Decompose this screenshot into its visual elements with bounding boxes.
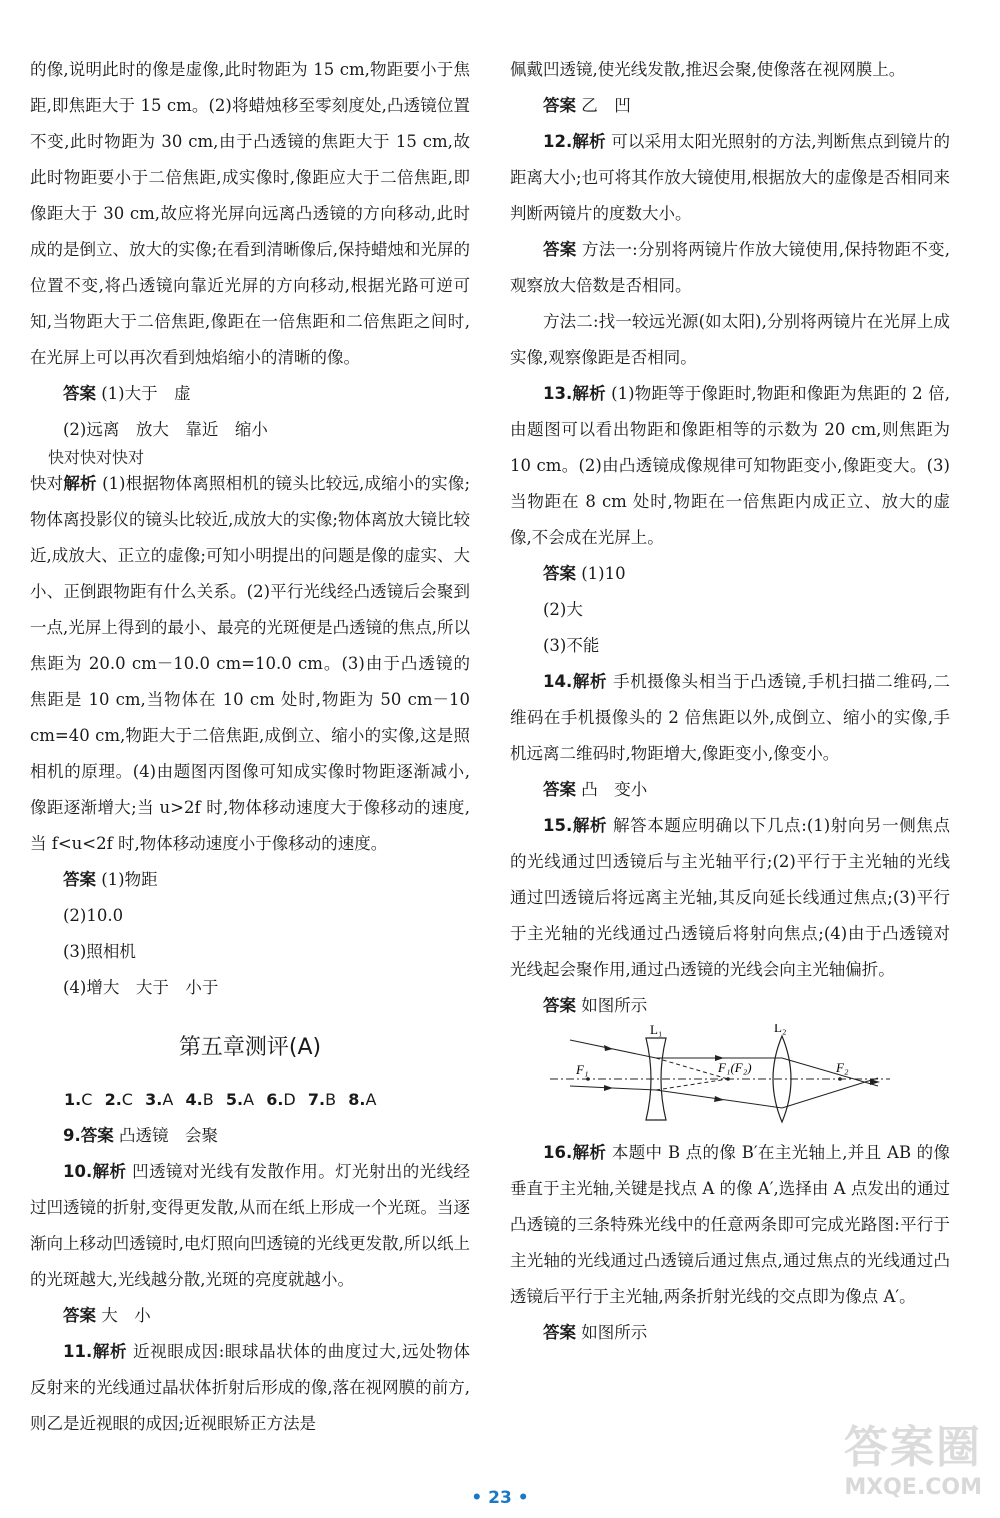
answer-label: 答案	[63, 870, 96, 889]
watermark-text: 答案圈	[844, 1422, 982, 1473]
choice-num: 3.	[145, 1090, 163, 1109]
answer-label: 答案	[543, 996, 576, 1015]
answer-text-line: (2)远离 放大 靠近 缩小	[63, 420, 268, 439]
answer-text: 凸透镜 会聚	[119, 1126, 218, 1145]
analysis-text: 手机摄像头相当于凸透镜,手机扫描二维码,二维码在手机摄像头的 2 倍焦距以外,成倒立、缩小的实像,手机远离二维码时,物距增大,像距变小,像变小。	[510, 672, 951, 763]
right-column	[510, 52, 950, 1351]
choice-letter: A	[162, 1090, 174, 1109]
arrowhead	[604, 1045, 613, 1051]
analysis-text: (1)物距等于像距时,物距和像距为焦距的 2 倍,由题图可以看出物距和像距相等的示数为 20 cm,则焦距为 10 cm。(2)由凸透镜成像规律可知物距变小,像距变大。(3)当物距在 8 cm 处时,物距在一倍焦距内成正立、放大的虚像,不会成在光屏上。	[510, 384, 950, 547]
q15-analysis	[510, 808, 950, 988]
q9-answer	[30, 1118, 470, 1154]
answer-label: 答案	[80, 1126, 114, 1145]
answer-block	[30, 862, 470, 898]
answer-text: (1)10	[581, 564, 626, 583]
question-number: 9.	[63, 1126, 81, 1145]
chapter-title: 第五章测评(A)	[178, 1035, 322, 1060]
analysis-label: 解析	[92, 1342, 128, 1361]
question-number: 11.	[63, 1342, 93, 1361]
label-f2: F₂	[836, 1060, 849, 1075]
analysis-text: 本题中 B 点的像 B′在主光轴上,并且 AB 的像垂直于主光轴,关键是找点 A 的像 A′,选择由 A 点发出的通过凸透镜的三条特殊光线中的任意两条即可完成光路图:平行于主光轴的光线通过凸透镜后通过焦点,通过焦点的光线通过凸透镜后平行于主光轴,两条折射光线的交点即为像点 A′。	[510, 1143, 951, 1306]
answer-text: 方法一:分别将两镜片作放大镜使用,保持物距不变,观察放大倍数是否相同。	[510, 240, 950, 295]
answer-text: 乙 凹	[581, 96, 631, 115]
answer-text-line: (2)大	[543, 600, 583, 619]
q11-analysis-cont: 佩戴凹透镜,使光线发散,推迟会聚,使像落在视网膜上。	[510, 60, 906, 79]
q12-answer	[510, 232, 950, 304]
q10-answer	[30, 1298, 470, 1334]
answer-label: 答案	[543, 96, 576, 115]
answer-label: 答案	[63, 1306, 96, 1325]
answer-label: 答案	[543, 564, 576, 583]
answer-block	[30, 376, 470, 412]
analysis-label: 解析	[63, 474, 97, 493]
answer-text-line: (3)不能	[543, 636, 600, 655]
answer-text: (1)物距	[101, 870, 158, 889]
question-number: 15.	[543, 816, 573, 835]
choice-letter: C	[81, 1090, 93, 1109]
answer-label: 答案	[543, 1323, 576, 1342]
arrowhead	[870, 1079, 880, 1085]
q16-answer	[510, 1315, 950, 1351]
answer-text-line: (4)增大 大于 小于	[63, 978, 219, 997]
handwriting-prefix: 快对	[30, 474, 64, 493]
choice-num: 7.	[307, 1090, 326, 1109]
handwriting-scribble: 快对快对快对	[48, 448, 145, 467]
choice-num: 1.	[64, 1090, 82, 1109]
choice-letter: C	[121, 1090, 133, 1109]
analysis-text: 可以采用太阳光照射的方法,判断焦点到镜片的距离大小;也可将其作放大镜使用,根据放大的虚像是否相同来判断两镜片的度数大小。	[510, 132, 951, 223]
q16-analysis	[510, 1135, 950, 1315]
q15-answer	[510, 988, 950, 1024]
analysis-text: 解答本题应明确以下几点:(1)射向另一侧焦点的光线通过凹透镜后与主光轴平行;(2)平行于主光轴的光线通过凹透镜后将远离主光轴,其反向延长线通过焦点;(3)平行于主光轴的光线通过凸透镜后将射向焦点;(4)由于凸透镜对光线起会聚作用,通过凸透镜的光线会向主光轴偏折。	[510, 816, 951, 979]
question-number: 14.	[543, 672, 573, 691]
question-number: 10.	[63, 1162, 93, 1181]
analysis-label: 解析	[572, 384, 606, 403]
answer-text: 凸 变小	[581, 780, 648, 799]
analysis-text: (1)根据物体离照相机的镜头比较远,成缩小的实像;物体离投影仪的镜头比较近,成放大的实像;物体离放大镜比较近,成放大、正立的虚像;可知小明提出的问题是像的虚实、大小、正倒跟物距有什么关系。(2)平行光线经凸透镜后会聚到一点,光屏上得到的最小、最亮的光斑便是凸透镜的焦点,所以焦距为 20.0 cm－10.0 cm=10.0 cm。(3)由于凸透镜的焦距是 10 cm,当物体在 10 cm 处时,物距为 50 cm－10 cm=40 cm,物距大于二倍焦距,成倒立、缩小的实像,这是照相机的原理。(4)由题图丙图像可知成实像时物距逐渐减小,像距逐渐增大;当 u>2f 时,物体移动速度大于像移动的速度,当 f<u<2f 时,物体移动速度小于像移动的速度。	[30, 474, 471, 853]
left-column	[30, 52, 470, 1442]
analysis-label: 解析	[572, 1143, 607, 1162]
focal-point-f1	[586, 1077, 590, 1081]
focal-point-f1f2	[726, 1077, 730, 1081]
analysis-label: 解析	[572, 816, 608, 835]
choice-num: 8.	[348, 1090, 366, 1109]
q12-analysis	[510, 124, 950, 232]
answer-label: 答案	[543, 240, 577, 259]
question-number: 12.	[543, 132, 573, 151]
virtual-extension-2	[656, 1079, 728, 1090]
answer-text: 如图所示	[581, 996, 648, 1015]
label-f1: F₁	[576, 1062, 589, 1077]
q13-analysis	[510, 376, 950, 556]
question-number: 16.	[543, 1143, 573, 1162]
choice-num: 2.	[104, 1090, 122, 1109]
q-prev-analysis-cont: 的像,说明此时的像是虚像,此时物距为 15 cm,物距要小于焦距,即焦距大于 15 cm。(2)将蜡烛移至零刻度处,凸透镜位置不变,此时物距为 30 cm,由于凸透镜的焦距大于 15 cm,故此时物距要小于二倍焦距,成实像时,像距应大于二倍焦距,即像距大于 30 cm,故应将光屏向远离凸透镜的方向移动,此时成的是倒立、放大的实像;在看到清晰像后,保持蜡烛和光屏的位置不变,将凸透镜向靠近光屏的方向移动,根据光路可逆可知,当物距大于二倍焦距,像距在一倍焦距和二倍焦距之间时,在光屏上可以再次看到烛焰缩小的清晰的像。	[30, 60, 470, 367]
analysis-text: 凹透镜对光线有发散作用。灯光射出的光线经过凹透镜的折射,变得更发散,从而在纸上形成一个光斑。当逐渐向上移动凹透镜时,电灯照向凹透镜的光线更发散,所以纸上的光斑越大,光线越分散,光斑的亮度就越小。	[30, 1162, 471, 1289]
page-number: • 23 •	[471, 1488, 529, 1508]
q10-analysis	[30, 1154, 470, 1298]
label-l2: L₂	[774, 1024, 787, 1035]
answer-text: 如图所示	[581, 1323, 648, 1342]
choice-num: 5.	[225, 1090, 244, 1109]
choice-letter: A	[365, 1090, 377, 1109]
analysis-label: 解析	[572, 132, 606, 151]
label-f1f2: F₁(F₂)	[718, 1060, 752, 1075]
answer-text-line: (3)照相机	[63, 942, 136, 961]
watermark-url: MXQE.COM	[844, 1475, 982, 1500]
question-number: 13.	[543, 384, 573, 403]
q14-analysis	[510, 664, 950, 772]
q11-analysis	[30, 1334, 470, 1442]
choice-letter: D	[283, 1090, 296, 1109]
analysis-text: 近视眼成因:眼球晶状体的曲度过大,远处物体反射来的光线通过晶状体折射后形成的像,落在视网膜的前方,则乙是近视眼的成因;近视眼矫正方法是	[30, 1342, 471, 1433]
label-l1: L₁	[650, 1024, 663, 1037]
choice-letter: B	[325, 1090, 337, 1109]
analysis-label: 解析	[572, 672, 608, 691]
answer-text: (1)大于 虚	[101, 384, 191, 403]
answer-text: 大 小	[101, 1306, 151, 1325]
refracted-ray-top	[782, 1058, 878, 1086]
analysis-block	[30, 466, 470, 862]
q12-answer-2: 方法二:找一较远光源(如太阳),分别将两镜片在光屏上成实像,观察像距是否相同。	[510, 312, 950, 367]
q14-answer	[510, 772, 950, 808]
choice-num: 4.	[185, 1090, 203, 1109]
arrowhead	[604, 1085, 613, 1091]
answer-text-line: (2)10.0	[63, 906, 124, 925]
answer-label: 答案	[63, 384, 96, 403]
analysis-label: 解析	[92, 1162, 127, 1181]
q13-answer	[510, 556, 950, 592]
choice-letter: A	[243, 1090, 255, 1109]
choice-num: 6.	[266, 1090, 284, 1109]
choice-answers	[30, 1082, 470, 1118]
watermark-logo	[844, 1411, 982, 1500]
lens-ray-diagram	[510, 1024, 950, 1129]
focal-point-f2	[838, 1077, 842, 1081]
choice-letter: B	[202, 1090, 214, 1109]
refracted-ray-bottom	[782, 1078, 878, 1108]
q11-answer	[510, 88, 950, 124]
answer-label: 答案	[543, 780, 576, 799]
